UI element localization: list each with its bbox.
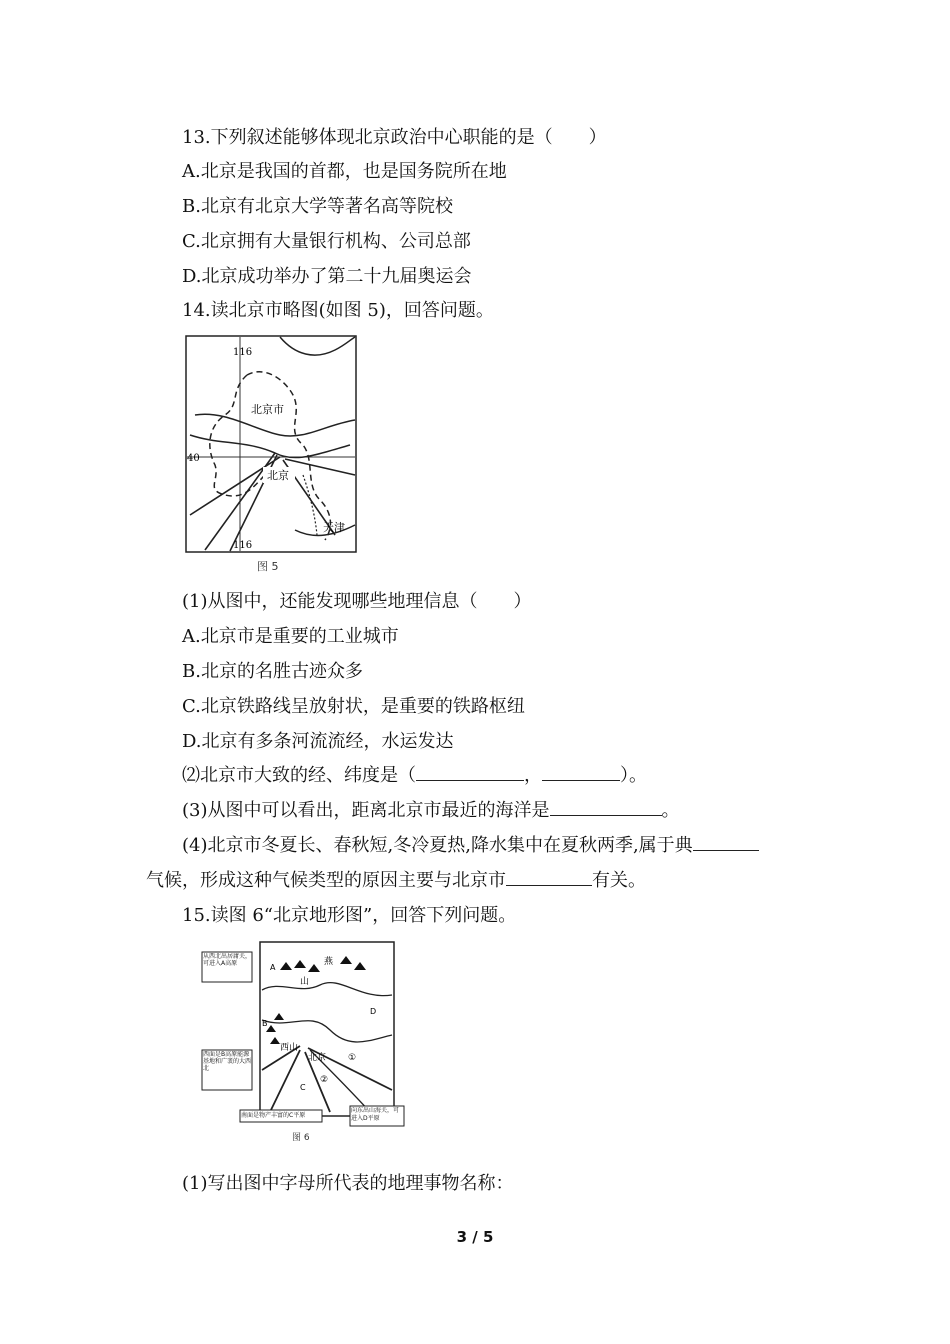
terrain-label-yan: 燕 [324, 957, 334, 967]
callout-northwest: 从西北出居庸关，可进入A高原 [203, 953, 251, 967]
q14-stem: 14.读北京市略图(如图 5)，回答问题。 [182, 300, 494, 321]
answer-blank-reason[interactable] [506, 869, 592, 886]
terrain-label-circle1: ① [348, 1053, 357, 1063]
answer-blank-longitude[interactable] [416, 764, 524, 781]
q14-sub4-line2 [146, 869, 646, 893]
page-number: 3 / 5 [456, 1228, 494, 1246]
beijing-terrain-map [200, 940, 406, 1130]
q14-sub2-mid: ， [524, 765, 542, 786]
map-label-city: 北京市 [251, 403, 284, 416]
q14-sub2 [182, 764, 647, 788]
beijing-map-figure [185, 335, 357, 557]
q13-option-a: A.北京是我国的首都，也是国务院所在地 [182, 161, 507, 182]
beijing-terrain-figure [200, 940, 406, 1130]
map-label-lat: 40 [187, 453, 200, 464]
q14-sub3-prefix: (3)从图中可以看出，距离北京市最近的海洋是 [182, 800, 550, 821]
callout-west: 西面是B高原能源基地和广袤的大西北 [203, 1051, 251, 1072]
answer-blank-climate[interactable] [693, 834, 759, 851]
terrain-label-b: B [262, 1019, 268, 1028]
q14-sub4-text1: (4)北京市冬夏长、春秋短,冬冷夏热,降水集中在夏秋两季,属于典 [182, 835, 693, 856]
terrain-label-circle2: ② [320, 1075, 329, 1085]
q14-sub2-suffix: ）。 [620, 765, 647, 786]
q13-option-d: D.北京成功举办了第二十九届奥运会 [182, 266, 472, 287]
map-label-tianjin: 天津 [323, 521, 345, 534]
q14-sub1-option-c: C.北京铁路线呈放射状，是重要的铁路枢纽 [182, 696, 525, 717]
terrain-label-shan: 山 [300, 977, 310, 987]
q15-stem: 15.读图 6“北京地形图”，回答下列问题。 [182, 905, 517, 926]
terrain-label-xishan: 西山 [280, 1043, 299, 1053]
q14-sub4-text2: 气候，形成这种气候类型的原因主要与北京市 [146, 870, 506, 891]
q14-sub3-suffix: 。 [661, 800, 680, 821]
callout-south: 南面是物产丰富的C平原 [241, 1112, 306, 1119]
answer-blank-ocean[interactable] [550, 799, 662, 816]
answer-blank-latitude[interactable] [542, 764, 620, 781]
map-label-lon-bottom: 116 [233, 540, 253, 551]
map-label-beijing: 北京 [267, 469, 289, 482]
q14-sub1-option-a: A.北京市是重要的工业城市 [182, 626, 399, 647]
q15-sub1-stem: (1)写出图中字母所代表的地理事物名称： [182, 1173, 514, 1194]
callout-east: 向东出山海关，可进入D平原 [351, 1107, 400, 1122]
q13-option-c: C.北京拥有大量银行机构、公司总部 [182, 231, 471, 252]
q13-stem: 13.下列叙述能够体现北京政治中心职能的是（ ） [182, 127, 607, 148]
figure-5-caption: 图 5 [257, 560, 279, 573]
terrain-label-d: D [370, 1007, 377, 1016]
q14-sub1-option-d: D.北京有多条河流流经，水运发达 [182, 731, 454, 752]
q14-sub1-stem: (1)从图中，还能发现哪些地理信息（ ） [182, 591, 532, 612]
terrain-label-a: A [270, 963, 276, 972]
q14-sub1-option-b: B.北京的名胜古迹众多 [182, 661, 363, 682]
figure-6-caption: 图 6 [292, 1133, 310, 1143]
q14-sub3 [182, 799, 680, 823]
q14-sub2-prefix: ⑵北京市大致的经、纬度是（ [182, 765, 416, 786]
terrain-label-c: C [300, 1083, 306, 1092]
q14-sub4-text3: 有关。 [592, 870, 646, 891]
map-label-lon-top: 116 [233, 347, 253, 358]
beijing-map [185, 335, 357, 557]
q14-sub4-line1 [182, 834, 759, 858]
q13-option-b: B.北京有北京大学等著名高等院校 [182, 196, 453, 217]
terrain-label-beijing: 北京 [308, 1053, 327, 1063]
